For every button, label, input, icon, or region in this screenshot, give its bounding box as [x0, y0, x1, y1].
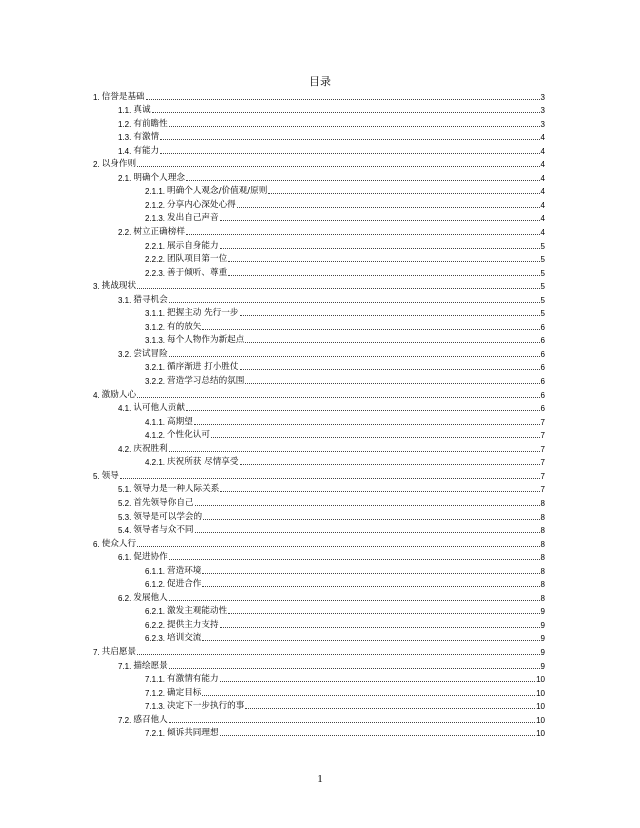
toc-entry-number: 3.1. — [118, 295, 132, 305]
toc-entry-text: 有激情 — [133, 132, 160, 143]
toc-entry-page: 4 — [540, 146, 545, 156]
toc-entry-number: 6. — [93, 539, 100, 549]
toc-entry-number: 3.1.1. — [145, 309, 166, 319]
toc-entry[interactable] — [93, 631, 545, 645]
toc-entry-text: 认可他人贡献 — [133, 403, 185, 414]
toc-entry[interactable] — [93, 414, 545, 428]
toc-entry[interactable] — [93, 550, 545, 564]
toc-entry[interactable] — [93, 238, 545, 252]
toc-entry-page: 10 — [536, 715, 545, 725]
toc-entry-number: 5.1. — [118, 485, 132, 495]
toc-entry-text: 提供主力支持 — [167, 619, 219, 630]
toc-entry[interactable] — [93, 103, 545, 117]
toc-dot-leader — [194, 423, 540, 425]
toc-entry-page: 7 — [540, 458, 545, 468]
toc-entry[interactable] — [93, 265, 545, 279]
toc-entry-page: 6 — [540, 390, 545, 400]
toc-entry-number: 3.2.2. — [145, 377, 166, 387]
toc-entry-text: 善于倾听、尊重 — [167, 267, 228, 278]
toc-dot-leader — [137, 396, 539, 398]
toc-entry[interactable] — [93, 604, 545, 618]
toc-entry[interactable] — [93, 617, 545, 631]
toc-entry[interactable] — [93, 279, 545, 293]
toc-entry-text: 描绘愿景 — [133, 660, 168, 671]
toc-dot-leader — [137, 165, 539, 167]
toc-dot-leader — [169, 125, 540, 127]
toc-entry-page: 5 — [540, 241, 545, 251]
toc-entry-page: 3 — [540, 92, 545, 102]
toc-dot-leader — [169, 355, 540, 357]
toc-entry-text: 树立正确榜样 — [133, 227, 185, 238]
toc-entry-page: 5 — [540, 282, 545, 292]
toc-entry-text: 发展他人 — [133, 592, 168, 603]
toc-dot-leader — [186, 179, 540, 181]
toc-entry-number: 2. — [93, 160, 100, 170]
toc-entry-page: 8 — [540, 566, 545, 576]
toc-entry-text: 营造学习总结的氛围 — [167, 376, 245, 387]
toc-entry-page: 8 — [540, 553, 545, 563]
toc-entry[interactable] — [93, 360, 545, 374]
toc-entry-number: 3.1.3. — [145, 336, 166, 346]
toc-entry-number: 7.1.3. — [145, 702, 166, 712]
toc-entry[interactable] — [93, 333, 545, 347]
toc-entry-text: 发出自己声音 — [167, 213, 219, 224]
toc-entry-number: 6.2. — [118, 593, 132, 603]
toc-entry-page: 9 — [540, 607, 545, 617]
toc-dot-leader — [137, 653, 539, 655]
toc-entry-text: 挑战现状 — [101, 281, 137, 292]
toc-entry-text: 有激情有能力 — [167, 674, 219, 685]
toc-entry-number: 5. — [93, 471, 100, 481]
toc-entry[interactable] — [93, 197, 545, 211]
toc-dot-leader — [169, 667, 540, 669]
toc-dot-leader — [240, 368, 540, 370]
toc-entry-page: 7 — [540, 444, 545, 454]
toc-entry-page: 4 — [540, 214, 545, 224]
toc-entry-page: 8 — [540, 539, 545, 549]
toc-entry-number: 6.2.2. — [145, 620, 166, 630]
toc-entry-number: 1. — [93, 92, 100, 102]
toc-entry-text: 培训交流 — [167, 633, 202, 644]
toc-dot-leader — [169, 558, 540, 560]
toc-dot-leader — [146, 98, 540, 100]
toc-dot-leader — [186, 233, 540, 235]
toc-entry-text: 领导者与众不同 — [133, 525, 194, 536]
toc-dot-leader — [220, 219, 540, 221]
toc-dot-leader — [169, 599, 540, 601]
toc-entry-text: 分享内心深处心得 — [167, 199, 236, 210]
toc-entry-text: 使众人行 — [101, 538, 137, 549]
toc-entry-text: 领导力是一种人际关系 — [133, 484, 220, 495]
toc-entry-page: 8 — [540, 498, 545, 508]
toc-entry-page: 5 — [540, 309, 545, 319]
toc-entry-number: 6.1.1. — [145, 566, 166, 576]
toc-entry-number: 4.2. — [118, 444, 132, 454]
toc-entry[interactable] — [93, 373, 545, 387]
toc-dot-leader — [195, 531, 540, 533]
toc-entry[interactable] — [93, 387, 545, 401]
toc-entry-text: 信誉是基础 — [101, 91, 145, 102]
toc-entry-text: 首先领导你自己 — [133, 497, 194, 508]
toc-entry-text: 明确个人观念/价值观/原则 — [167, 186, 268, 197]
toc-entry-number: 4.2.1. — [145, 458, 166, 468]
toc-dot-leader — [186, 409, 540, 411]
toc-entry-text: 庆祝所获 尽情享受 — [167, 457, 239, 468]
toc-entry-page: 10 — [536, 729, 545, 739]
toc-entry-text: 激发主观能动性 — [167, 606, 228, 617]
toc-dot-leader — [202, 585, 539, 587]
toc-entry[interactable] — [93, 509, 545, 523]
toc-entry-page: 8 — [540, 580, 545, 590]
toc-entry-text: 个性化认可 — [167, 430, 210, 441]
toc-entry-number: 3.2. — [118, 349, 132, 359]
toc-entry-number: 1.1. — [118, 106, 132, 116]
toc-entry-page: 5 — [540, 268, 545, 278]
toc-entry-page: 4 — [540, 173, 545, 183]
toc-title: 目录 — [309, 75, 331, 88]
toc-entry-page: 4 — [540, 160, 545, 170]
toc-dot-leader — [220, 626, 540, 628]
toc-entry-text: 营造环境 — [167, 565, 202, 576]
toc-entry[interactable] — [93, 89, 545, 103]
toc-entry-page: 6 — [540, 404, 545, 414]
page-number: 1 — [317, 773, 323, 785]
toc-entry-number: 5.2. — [118, 498, 132, 508]
toc-entry-page: 3 — [540, 119, 545, 129]
toc-entry[interactable] — [93, 644, 545, 658]
toc-entry[interactable] — [93, 495, 545, 509]
toc-entry-text: 有的放矢 — [167, 321, 202, 332]
toc-dot-leader — [240, 314, 540, 316]
toc-entry-number: 5.3. — [118, 512, 132, 522]
toc-entry-page: 6 — [540, 336, 545, 346]
toc-entry-text: 尝试冒险 — [133, 348, 168, 359]
toc-entry-text: 把握主动 先行一步 — [167, 308, 239, 319]
toc-entry-page: 10 — [536, 688, 545, 698]
toc-entry[interactable] — [93, 590, 545, 604]
toc-entry-number: 2.1.1. — [145, 187, 166, 197]
toc-entry-number: 2.1.2. — [145, 200, 166, 210]
toc-entry-page: 10 — [536, 675, 545, 685]
toc-entry-text: 展示自身能力 — [167, 240, 219, 251]
toc-entry-page: 9 — [540, 634, 545, 644]
toc-dot-leader — [220, 247, 540, 249]
toc-entry-number: 3. — [93, 282, 100, 292]
toc-entry-text: 庆祝胜利 — [133, 443, 168, 454]
toc-entry[interactable] — [93, 685, 545, 699]
toc-dot-leader — [152, 111, 540, 113]
toc-entry-page: 6 — [540, 349, 545, 359]
toc-dot-leader — [228, 274, 539, 276]
toc-entry[interactable] — [93, 482, 545, 496]
toc-entry-text: 感召他人 — [133, 714, 168, 725]
toc-entry-page: 8 — [540, 512, 545, 522]
toc-entry-text: 共启愿景 — [101, 646, 137, 657]
toc-entry[interactable] — [93, 401, 545, 415]
toc-entry-text: 确定目标 — [167, 687, 202, 698]
toc-entry[interactable] — [93, 130, 545, 144]
toc-entry-number: 6.2.3. — [145, 634, 166, 644]
toc-entry[interactable] — [93, 292, 545, 306]
toc-entry-text: 领导 — [101, 470, 119, 481]
toc-entry-page: 8 — [540, 593, 545, 603]
toc-entry[interactable] — [93, 211, 545, 225]
toc-entry-page: 10 — [536, 702, 545, 712]
toc-entry-number: 4.1.2. — [145, 431, 166, 441]
toc-entry-number: 2.2. — [118, 228, 132, 238]
toc-dot-leader — [203, 518, 539, 520]
toc-dot-leader — [202, 694, 535, 696]
toc-entry[interactable] — [93, 224, 545, 238]
toc-entry[interactable] — [93, 712, 545, 726]
toc-entry-text: 团队项目第一位 — [167, 254, 228, 265]
toc-entry-page: 6 — [540, 322, 545, 332]
toc-entry-number: 6.1.2. — [145, 580, 166, 590]
toc-entry[interactable] — [93, 319, 545, 333]
toc-entry-number: 2.1.3. — [145, 214, 166, 224]
toc-entry-number: 2.2.1. — [145, 241, 166, 251]
toc-entry-page: 5 — [540, 255, 545, 265]
toc-entry-text: 以身作则 — [101, 159, 137, 170]
toc-entry-number: 7.1.1. — [145, 675, 166, 685]
toc-entry[interactable] — [93, 170, 545, 184]
toc-dot-leader — [137, 287, 539, 289]
toc-entry-page: 7 — [540, 485, 545, 495]
toc-dot-leader — [245, 707, 535, 709]
toc-entry-text: 领导是可以学会的 — [133, 511, 203, 522]
toc-dot-leader — [195, 504, 540, 506]
toc-entry-text: 激励人心 — [101, 389, 137, 400]
toc-entry-text: 高期望 — [167, 416, 193, 427]
toc-entry[interactable] — [93, 441, 545, 455]
toc-entry-text: 每个人物作为新起点 — [167, 335, 245, 346]
toc-entry-page: 4 — [540, 187, 545, 197]
toc-entry-page: 7 — [540, 471, 545, 481]
toc-entry-text: 真诚 — [133, 105, 151, 116]
toc-dot-leader — [202, 328, 539, 330]
toc-entry[interactable] — [93, 577, 545, 591]
toc-entry-text: 明确个人理念 — [133, 172, 185, 183]
toc-entry[interactable] — [93, 157, 545, 171]
toc-entry-page: 6 — [540, 377, 545, 387]
toc-entry-number: 4. — [93, 390, 100, 400]
toc-entry[interactable] — [93, 536, 545, 550]
toc-entry[interactable] — [93, 726, 545, 740]
toc-entry[interactable] — [93, 455, 545, 469]
toc-dot-leader — [169, 301, 540, 303]
toc-entry-page: 8 — [540, 526, 545, 536]
toc-entry-page: 4 — [540, 228, 545, 238]
toc-dot-leader — [220, 490, 539, 492]
toc-entry[interactable] — [93, 306, 545, 320]
toc-entry-number: 6.2.1. — [145, 607, 166, 617]
toc-entry-text: 有前瞻性 — [133, 118, 168, 129]
toc-entry-text: 决定下一步执行的事 — [167, 701, 245, 712]
toc-entry-page: 5 — [540, 295, 545, 305]
toc-entry-number: 3.1.2. — [145, 322, 166, 332]
toc-entry-page: 4 — [540, 133, 545, 143]
toc-dot-leader — [228, 612, 539, 614]
toc-dot-leader — [228, 260, 539, 262]
toc-entry-number: 7. — [93, 647, 100, 657]
toc-dot-leader — [240, 463, 540, 465]
toc-entry-page: 9 — [540, 620, 545, 630]
toc-entry-page: 6 — [540, 363, 545, 373]
toc-dot-leader — [120, 477, 540, 479]
toc-dot-leader — [268, 192, 539, 194]
toc-entry-page: 7 — [540, 431, 545, 441]
toc-list — [93, 89, 545, 739]
toc-entry-text: 循序渐进 打小胜仗 — [167, 362, 239, 373]
toc-entry[interactable] — [93, 563, 545, 577]
toc-dot-leader — [237, 206, 540, 208]
toc-entry-number: 4.1. — [118, 404, 132, 414]
toc-entry[interactable] — [93, 658, 545, 672]
toc-entry-number: 5.4. — [118, 526, 132, 536]
toc-entry-number: 1.2. — [118, 119, 132, 129]
toc-entry-page: 7 — [540, 417, 545, 427]
toc-entry-number: 3.2.1. — [145, 363, 166, 373]
toc-entry-text: 有能力 — [133, 145, 160, 156]
toc-entry[interactable] — [93, 346, 545, 360]
toc-dot-leader — [220, 734, 536, 736]
toc-entry[interactable] — [93, 428, 545, 442]
toc-dot-leader — [202, 639, 539, 641]
toc-dot-leader — [160, 152, 539, 154]
toc-dot-leader — [245, 341, 539, 343]
toc-dot-leader — [202, 572, 539, 574]
toc-entry-number: 7.1.2. — [145, 688, 166, 698]
toc-entry-number: 7.2.1. — [145, 729, 166, 739]
toc-dot-leader — [160, 138, 539, 140]
toc-entry-number: 2.2.2. — [145, 255, 166, 265]
toc-dot-leader — [211, 436, 540, 438]
toc-entry-text: 猎寻机会 — [133, 294, 168, 305]
toc-dot-leader — [169, 450, 540, 452]
toc-entry-number: 1.4. — [118, 146, 132, 156]
toc-entry-number: 6.1. — [118, 553, 132, 563]
toc-entry-page: 9 — [540, 647, 545, 657]
toc-entry-text: 倾诉共同理想 — [167, 728, 219, 739]
toc-dot-leader — [220, 680, 536, 682]
toc-entry-number: 7.2. — [118, 715, 132, 725]
toc-dot-leader — [169, 721, 535, 723]
toc-entry-page: 9 — [540, 661, 545, 671]
toc-entry[interactable] — [93, 672, 545, 686]
toc-entry-text: 促进协作 — [133, 552, 168, 563]
toc-dot-leader — [245, 382, 539, 384]
toc-entry[interactable] — [93, 116, 545, 130]
toc-entry[interactable] — [93, 699, 545, 713]
toc-entry-page: 3 — [540, 106, 545, 116]
toc-entry[interactable] — [93, 252, 545, 266]
toc-entry-number: 1.3. — [118, 133, 132, 143]
toc-entry-number: 4.1.1. — [145, 417, 166, 427]
toc-entry[interactable] — [93, 523, 545, 537]
toc-entry[interactable] — [93, 468, 545, 482]
toc-entry[interactable] — [93, 143, 545, 157]
toc-entry-number: 2.2.3. — [145, 268, 166, 278]
toc-entry[interactable] — [93, 184, 545, 198]
toc-dot-leader — [137, 545, 539, 547]
toc-entry-number: 2.1. — [118, 173, 132, 183]
toc-entry-number: 7.1. — [118, 661, 132, 671]
toc-entry-page: 4 — [540, 200, 545, 210]
toc-entry-text: 促进合作 — [167, 579, 202, 590]
